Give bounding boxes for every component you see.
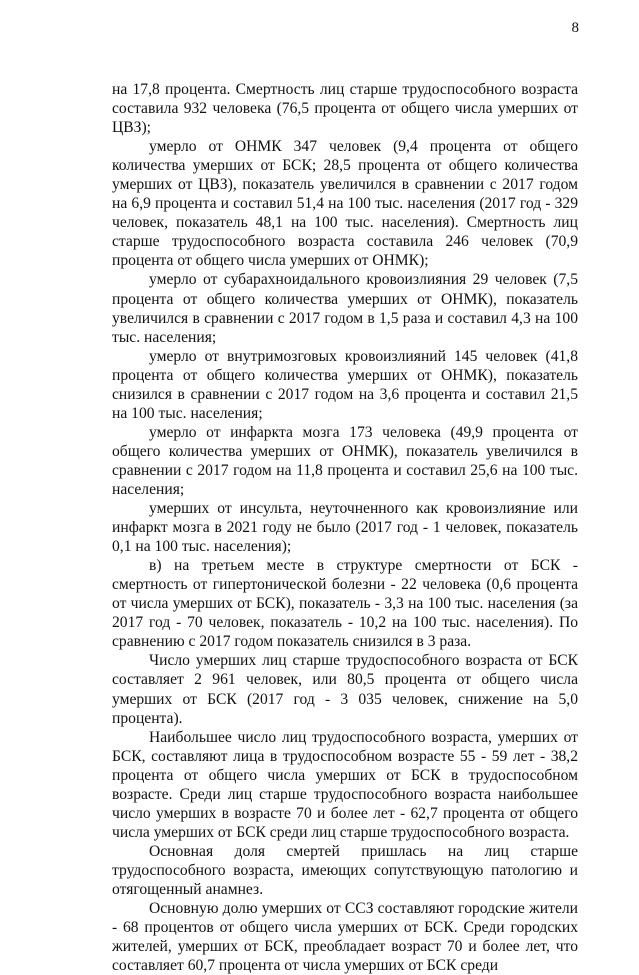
paragraph-subarachnoid: умерло от субарахноидального кровоизлияния 29 человек (7,5 процента от общего количества умерших от ОНМК), показатель увеличился в сравнении с 2017 годом в 1,5 раза и составил 4,3 на 100 тыс. населения;	[112, 271, 578, 346]
paragraph-main-share: Основная доля смертей пришлась на лиц старше трудоспособного возраста, имеющих сопутствующую патологию и отягощенный анамнез.	[112, 842, 578, 898]
paragraph-continuation: на 17,8 процента. Смертность лиц старше трудоспособного возраста составила 932 человека (76,5 процента от общего числа умерших от ЦВЗ);	[112, 81, 578, 137]
paragraph-unspecified-stroke: умерших от инсульта, неуточненного как кровоизлияние или инфаркт мозга в 2021 году не было (2017 год - 1 человек, показатель 0,1 на 100 тыс. населения);	[112, 500, 578, 556]
page-number: 8	[571, 20, 579, 36]
paragraph-infarction: умерло от инфаркта мозга 173 человека (49,9 процента от общего количества умерших от ОНМК), показатель увеличился в сравнении с 2017 годом на 11,8 процента и составил 25,6 на 100 тыс. населения;	[112, 423, 578, 498]
paragraph-working-age: Наибольшее число лиц трудоспособного возраста, умерших от БСК, составляют лица в трудоспособном возрасте 55 - 59 лет - 38,2 процента от общего числа умерших от БСК в трудоспособном возрасте. Среди лиц старше трудоспособного возраста наибольшее число умерших в возрасте 70 и более лет - 62,7 процента от общего числа умерших от БСК среди лиц старше трудоспособного возраста.	[112, 728, 578, 841]
paragraph-older-age-deaths: Число умерших лиц старше трудоспособного возраста от БСК составляет 2 961 человек, или 80,5 процента от общего числа умерших от БСК (2017 год - 3 035 человек, снижение на 5,0 процента).	[112, 652, 578, 727]
paragraph-urban-residents: Основную долю умерших от ССЗ составляют городские жители - 68 процентов от общего числа умерших от БСК. Среди городских жителей, умерших от БСК, преобладает возраст 70 и более лет, что составляет 60,7 процента от числа умерших от БСК среди	[112, 900, 578, 975]
paragraph-intracerebral: умерло от внутримозговых кровоизлияний 145 человек (41,8 процента от общего количества умерших от ОНМК), показатель снизился в сравнении с 2017 годом на 3,6 процента и составил 21,5 на 100 тыс. населения;	[112, 347, 578, 422]
paragraph-hypertension: в) на третьем месте в структуре смертности от БСК - смертность от гипертонической болезни - 22 человека (0,6 процента от числа умерших от БСК), показатель - 3,3 на 100 тыс. населения (за 2017 год - 70 человек, показатель - 10,2 на 100 тыс. населения). По сравнению с 2017 годом показатель снизился в 3 раза.	[112, 557, 578, 651]
paragraph-onmk: умерло от ОНМК 347 человек (9,4 процента от общего количества умерших от БСК; 28,5 процента от общего количества умерших от ЦВЗ), показатель увеличился в сравнении с 2017 годом на 6,9 процента и составил 51,4 на 100 тыс. населения (2017 год - 329 человек, показатель 48,1 на 100 тыс. населения). Смертность лиц старше трудоспособного возраста составила 246 человек (70,9 процента от общего числа умерших от ОНМК);	[112, 138, 578, 270]
document-body	[112, 80, 578, 975]
